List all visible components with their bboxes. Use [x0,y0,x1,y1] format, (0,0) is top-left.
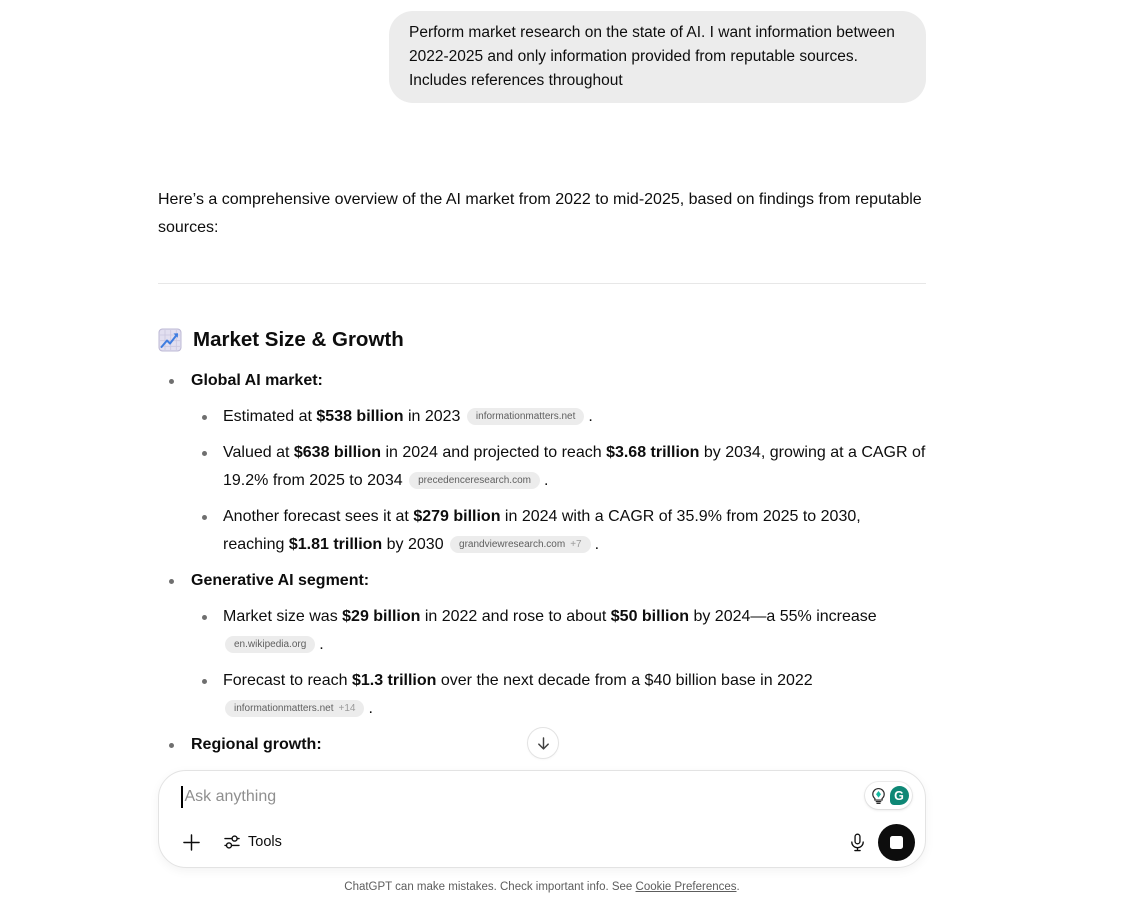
sentence-period: . [594,536,600,553]
text: Forecast to reach [223,672,352,689]
divider [158,283,926,284]
dictate-button[interactable] [841,826,873,858]
citation-pill[interactable] [225,636,315,653]
scroll-to-bottom-button[interactable] [527,727,559,759]
chat-composer [158,770,926,868]
list-item [191,403,926,431]
bold-text: $29 billion [342,608,421,625]
bold-text: $538 billion [316,408,404,425]
sentence-period: . [588,408,593,425]
tools-button-label: Tools [248,834,282,850]
bold-text: $3.68 trillion [606,444,700,461]
bullet-label: Regional growth: [191,736,322,753]
assistant-message [158,186,926,759]
stop-icon [890,836,903,849]
citation-extra-count: +14 [338,703,356,714]
arrow-down-icon [535,735,552,752]
text: over the next decade from a $40 billion base in 2022 [436,672,813,689]
grammarly-icon[interactable]: G [890,786,909,805]
citation-pill[interactable] [409,472,540,489]
citation-source: grandviewresearch.com [459,539,566,550]
text: in 2024 with a CAGR of 35.9% from 2025 to 2030, reaching [223,508,861,553]
assistant-intro: Here’s a comprehensive overview of the AI market from 2022 to mid-2025, based on findings from reputable sources: [158,191,922,236]
bullet-item [158,567,926,723]
text: in 2023 [403,408,465,425]
lightbulb-extension-icon[interactable] [869,786,888,805]
list-item [191,667,926,723]
citation-source: en.wikipedia.org [234,639,307,650]
bold-text: $50 billion [610,608,690,625]
chat-input-placeholder: Ask anything [184,788,277,805]
citation-pill[interactable] [450,536,591,553]
text: by 2034, growing at a CAGR of 19.2% from 2025 to 2034 [223,444,926,489]
sentence-period: . [543,472,549,489]
stop-generating-button[interactable] [878,824,915,861]
sub-bullet-list [191,603,926,723]
disclaimer-suffix: . [736,881,740,893]
sliders-icon [223,833,241,851]
microphone-icon [847,832,868,853]
citation-pill[interactable] [467,408,585,425]
list-item [191,603,926,659]
text: by 2030 [382,536,449,553]
sub-bullet-list [191,403,926,559]
text: Estimated at [223,408,317,425]
cookie-preferences-link[interactable]: Cookie Preferences [635,881,737,893]
text: in 2024 and projected to reach [381,444,607,461]
bullet-item [158,367,926,559]
section-heading [158,326,926,354]
text: Another forecast sees it at [223,508,414,525]
text: by 2024—a 55% increase [689,608,877,625]
text: in 2022 and rose to about [420,608,611,625]
citation-extra-count: +7 [570,539,582,550]
user-message-bubble: Perform market research on the state of AI. I want information between 2022-2025 and only information provided from reputable sources. Includes references throughout [389,11,926,103]
section-title: Market Size & Growth [193,328,404,351]
chat-column [158,0,926,767]
list-item [191,503,926,559]
add-attachment-button[interactable] [172,823,210,861]
bold-text: $1.3 trillion [351,672,437,689]
bold-text: $638 billion [293,444,382,461]
user-message-row [158,0,926,103]
bullet-list [158,367,926,759]
bold-text: $1.81 trillion [288,536,383,553]
text: Market size was [223,608,343,625]
tools-button[interactable] [215,827,290,857]
sentence-period: . [319,636,324,653]
text-caret [181,786,183,808]
disclaimer-text: ChatGPT can make mistakes. Check important info. See [344,881,636,893]
sentence-period: . [368,700,373,717]
citation-pill[interactable] [225,700,364,717]
bullet-label: Generative AI segment: [191,572,370,589]
bullet-label: Global AI market: [191,372,323,389]
list-item [191,439,926,495]
chat-input[interactable] [181,785,855,809]
text: Valued at [223,444,294,461]
plus-icon [181,832,202,853]
citation-source: informationmatters.net [234,703,334,714]
chart-increasing-icon [158,328,182,352]
citation-source: informationmatters.net [475,411,576,422]
browser-extension-pill[interactable] [865,782,912,809]
bold-text: $279 billion [413,508,501,525]
citation-source: precedenceresearch.com [418,475,531,486]
disclaimer-footer [158,879,926,895]
